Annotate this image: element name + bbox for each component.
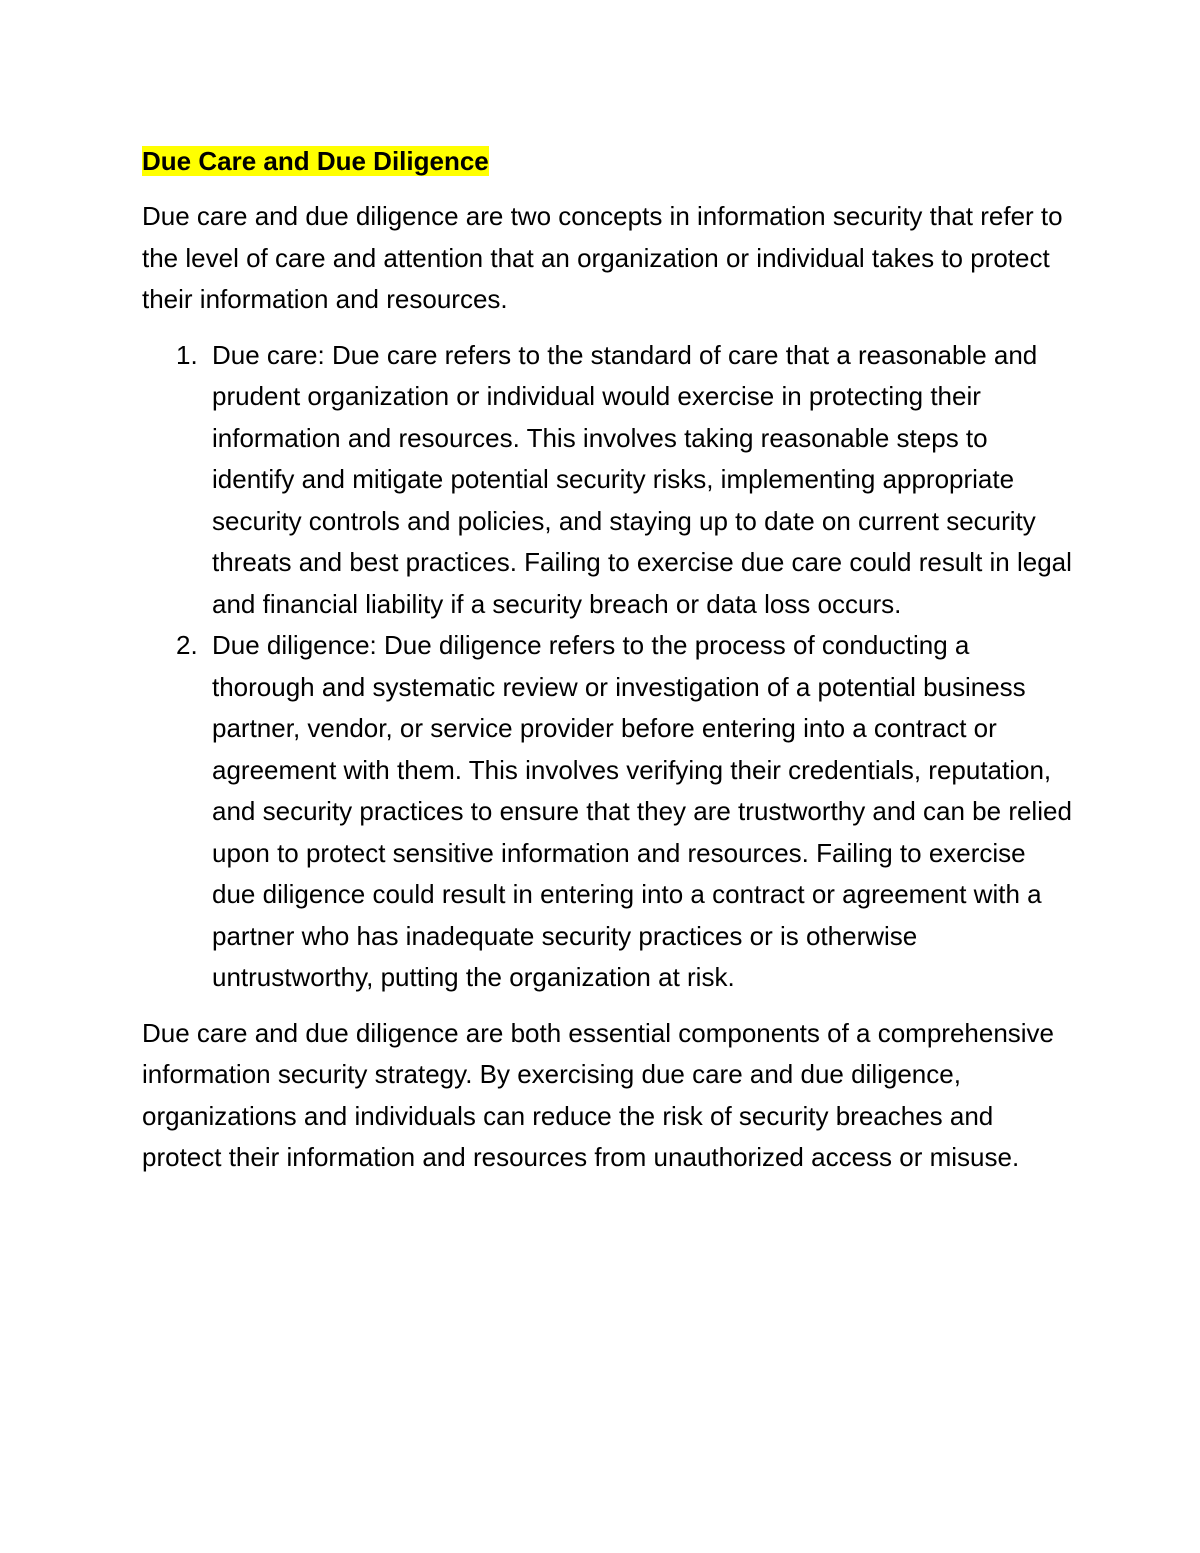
intro-paragraph: Due care and due diligence are two concepts in information security that refer to the level of care and attention that an organization or individual takes to protect their information and resources. [142,201,1063,314]
list-item [142,625,1072,999]
list-number: 2. [176,630,198,660]
document-title [142,142,1072,180]
document-body [142,142,1072,1179]
list-item-text: Due diligence: Due diligence refers to the process of conducting a thorough and systematic review or investigation of a potential business partner, vendor, or service provider before entering into a contract or agreement with them. This involves verifying their credentials, reputation, and security practices to ensure that they are trustworthy and can be relied upon to protect sensitive information and resources. Failing to exercise due diligence could result in entering into a contract or agreement with a partner who has inadequate security practices or is otherwise untrustworthy, putting the organization at risk. [212,630,1072,992]
highlighted-title-text: Due Care and Due Diligence [142,146,489,176]
list-number: 1. [176,339,198,370]
conclusion-paragraph: Due care and due diligence are both essential components of a comprehensive information security strategy. By exercising due care and due diligence, organizations and individuals can reduce the risk of security breaches and protect their information and resources from unauthorized access or misuse. [142,1017,1055,1172]
numbered-list [142,335,1072,999]
list-item [142,335,1072,626]
list-item-text: Due care: Due care refers to the standard of care that a reasonable and prudent organization or individual would exercise in protecting their information and resources. This involves taking reasonable steps to identify and mitigate potential security risks, implementing appropriate security controls and policies, and staying up to date on current security threats and best practices. Failing to exercise due care could result in legal and financial liability if a security breach or data loss occurs. [212,339,1072,619]
